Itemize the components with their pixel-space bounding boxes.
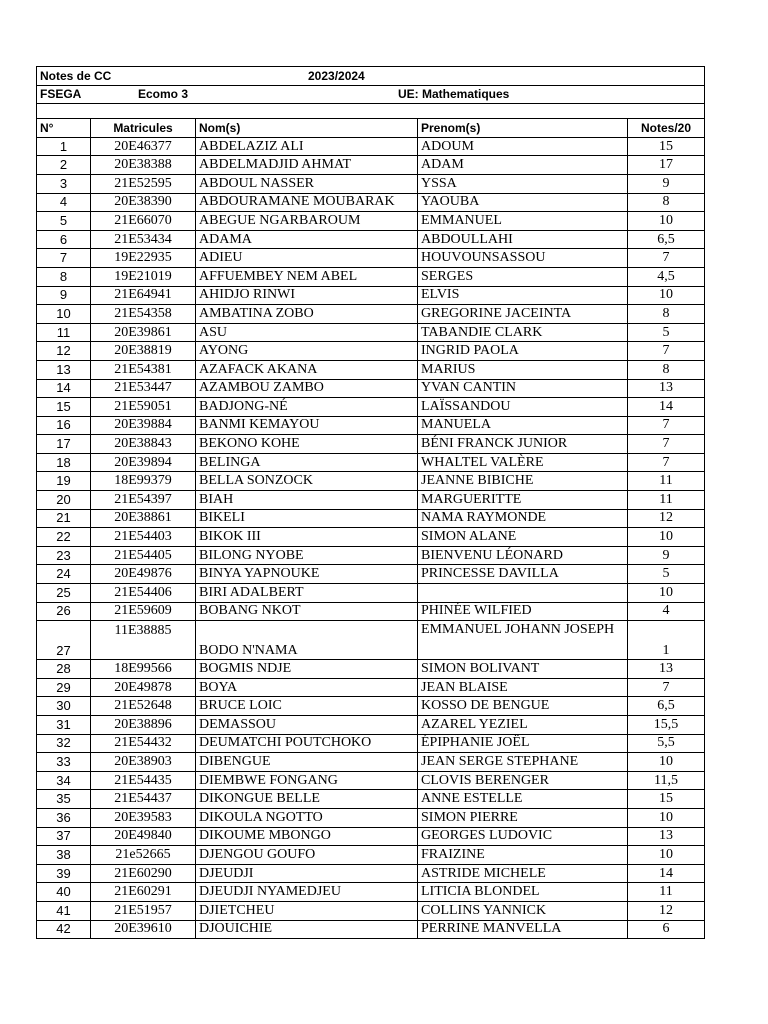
row-prenom: ADOUM: [418, 137, 628, 156]
row-nom: BEKONO KOHE: [196, 435, 418, 454]
row-prenom: MANUELA: [418, 416, 628, 435]
row-note: 8: [628, 305, 705, 324]
row-note: 12: [628, 509, 705, 528]
row-number: 14: [37, 379, 91, 398]
row-number: 9: [37, 286, 91, 305]
row-note: 14: [628, 398, 705, 417]
row-note: 11: [628, 883, 705, 902]
row-note: 8: [628, 360, 705, 379]
table-row: [37, 753, 705, 772]
row-note: 17: [628, 156, 705, 175]
row-note: 7: [628, 435, 705, 454]
table-row: [37, 342, 705, 361]
table-row: [37, 716, 705, 735]
row-number: 3: [37, 174, 91, 193]
row-number: 37: [37, 827, 91, 846]
row-note: 10: [628, 846, 705, 865]
row-nom: BANMI KEMAYOU: [196, 416, 418, 435]
row-number: 41: [37, 901, 91, 920]
row-matricule: 18E99379: [91, 472, 196, 491]
table-row: [37, 491, 705, 510]
row-note: 10: [628, 286, 705, 305]
table-row: [37, 528, 705, 547]
row-number: 29: [37, 678, 91, 697]
ue-label: UE: Mathematiques: [398, 87, 510, 102]
row-prenom: ÉPIPHANIE JOËL: [418, 734, 628, 753]
row-note: 15,5: [628, 716, 705, 735]
row-note: 7: [628, 249, 705, 268]
table-row: [37, 901, 705, 920]
row-nom: AFFUEMBEY NEM ABEL: [196, 267, 418, 286]
row-note: 8: [628, 193, 705, 212]
row-prenom: EMMANUEL JOHANN JOSEPH: [418, 621, 628, 660]
row-matricule: 21E54437: [91, 790, 196, 809]
row-note: 7: [628, 416, 705, 435]
row-number: 19: [37, 472, 91, 491]
sheet-title: Notes de CC: [40, 68, 112, 83]
row-number: 39: [37, 864, 91, 883]
row-prenom: EMMANUEL: [418, 212, 628, 231]
subtitle-row: [37, 85, 705, 104]
class-label: Ecomo 3: [138, 87, 189, 102]
row-nom: BODO N'NAMA: [196, 621, 418, 660]
table-row: [37, 323, 705, 342]
row-prenom: SIMON PIERRE: [418, 808, 628, 827]
row-nom: AHIDJO RINWI: [196, 286, 418, 305]
row-matricule: 21E51957: [91, 901, 196, 920]
row-note: 6,5: [628, 230, 705, 249]
row-nom: BIKOK III: [196, 528, 418, 547]
row-prenom: YSSA: [418, 174, 628, 193]
row-number: 42: [37, 920, 91, 939]
column-header-row: [37, 119, 705, 138]
row-prenom: INGRID PAOLA: [418, 342, 628, 361]
row-note: 4,5: [628, 267, 705, 286]
row-number: 22: [37, 528, 91, 547]
row-matricule: 21E54397: [91, 491, 196, 510]
table-row: [37, 379, 705, 398]
row-matricule: 21e52665: [91, 846, 196, 865]
row-number: 25: [37, 584, 91, 603]
row-nom: DJOUICHIE: [196, 920, 418, 939]
row-number: 28: [37, 660, 91, 679]
row-prenom: ELVIS: [418, 286, 628, 305]
row-matricule: 20E39861: [91, 323, 196, 342]
row-prenom: MARIUS: [418, 360, 628, 379]
row-matricule: 21E53434: [91, 230, 196, 249]
row-note: 13: [628, 379, 705, 398]
row-nom: DIEMBWE FONGANG: [196, 771, 418, 790]
row-number: 6: [37, 230, 91, 249]
row-note: 10: [628, 212, 705, 231]
row-nom: BIRI ADALBERT: [196, 584, 418, 603]
row-prenom: AZAREL YEZIEL: [418, 716, 628, 735]
row-prenom: KOSSO DE BENGUE: [418, 697, 628, 716]
row-nom: BADJONG-NÉ: [196, 398, 418, 417]
row-note: 11,5: [628, 771, 705, 790]
row-number: 1: [37, 137, 91, 156]
row-matricule: 20E39894: [91, 453, 196, 472]
row-number: 16: [37, 416, 91, 435]
row-number: 4: [37, 193, 91, 212]
row-prenom: ASTRIDE MICHELE: [418, 864, 628, 883]
row-matricule: 20E49876: [91, 565, 196, 584]
row-prenom: BÉNI FRANCK JUNIOR: [418, 435, 628, 454]
row-number: 35: [37, 790, 91, 809]
table-row: [37, 864, 705, 883]
row-matricule: 21E54405: [91, 546, 196, 565]
row-nom: BOYA: [196, 678, 418, 697]
row-matricule: 21E64941: [91, 286, 196, 305]
table-row: [37, 546, 705, 565]
table-row: [37, 453, 705, 472]
row-prenom: YVAN CANTIN: [418, 379, 628, 398]
row-number: 5: [37, 212, 91, 231]
row-prenom: JEAN BLAISE: [418, 678, 628, 697]
row-nom: BIAH: [196, 491, 418, 510]
row-matricule: 21E54381: [91, 360, 196, 379]
row-nom: ABEGUE NGARBAROUM: [196, 212, 418, 231]
row-note: 11: [628, 491, 705, 510]
row-nom: BELINGA: [196, 453, 418, 472]
row-prenom: LITICIA BLONDEL: [418, 883, 628, 902]
row-number: 32: [37, 734, 91, 753]
table-row: [37, 920, 705, 939]
row-nom: BILONG NYOBE: [196, 546, 418, 565]
table-row: [37, 286, 705, 305]
table-row: [37, 509, 705, 528]
row-prenom: JEAN SERGE STEPHANE: [418, 753, 628, 772]
row-nom: BOGMIS NDJE: [196, 660, 418, 679]
row-matricule: 21E53447: [91, 379, 196, 398]
academic-year: 2023/2024: [308, 68, 365, 83]
row-prenom: GEORGES LUDOVIC: [418, 827, 628, 846]
row-prenom: NAMA RAYMONDE: [418, 509, 628, 528]
table-row: [37, 602, 705, 621]
col-header-note: Notes/20: [628, 119, 705, 138]
row-note: 10: [628, 584, 705, 603]
row-prenom: TABANDIE CLARK: [418, 323, 628, 342]
table-row: [37, 435, 705, 454]
table-row: [37, 808, 705, 827]
row-note: 9: [628, 546, 705, 565]
row-note: 14: [628, 864, 705, 883]
row-number: 33: [37, 753, 91, 772]
row-prenom: SIMON ALANE: [418, 528, 628, 547]
row-note: 4: [628, 602, 705, 621]
table-row: [37, 790, 705, 809]
table-row: [37, 734, 705, 753]
row-note: 7: [628, 342, 705, 361]
row-number: 17: [37, 435, 91, 454]
row-prenom: YAOUBA: [418, 193, 628, 212]
row-number: 30: [37, 697, 91, 716]
row-note: 5: [628, 323, 705, 342]
table-row: [37, 230, 705, 249]
table-row: [37, 360, 705, 379]
row-note: 7: [628, 453, 705, 472]
row-prenom: PERRINE MANVELLA: [418, 920, 628, 939]
row-prenom: MARGUERITTE: [418, 491, 628, 510]
table-row: [37, 697, 705, 716]
table-row: [37, 137, 705, 156]
row-matricule: 21E60291: [91, 883, 196, 902]
row-note: 13: [628, 827, 705, 846]
row-note: 10: [628, 528, 705, 547]
row-matricule: 20E38861: [91, 509, 196, 528]
row-matricule: 20E39610: [91, 920, 196, 939]
row-prenom: SIMON BOLIVANT: [418, 660, 628, 679]
table-row: [37, 305, 705, 324]
row-matricule: 20E49878: [91, 678, 196, 697]
row-matricule: 21E60290: [91, 864, 196, 883]
row-nom: DIKONGUE BELLE: [196, 790, 418, 809]
row-matricule: 19E21019: [91, 267, 196, 286]
row-nom: DIKOUME MBONGO: [196, 827, 418, 846]
row-number: 26: [37, 602, 91, 621]
row-prenom: [418, 584, 628, 603]
row-matricule: 11E38885: [91, 621, 196, 660]
row-matricule: 20E39884: [91, 416, 196, 435]
row-nom: ABDOURAMANE MOUBARAK: [196, 193, 418, 212]
row-nom: ADIEU: [196, 249, 418, 268]
row-nom: ADAMA: [196, 230, 418, 249]
row-number: 8: [37, 267, 91, 286]
row-note: 7: [628, 678, 705, 697]
row-prenom: PHINÉE WILFIED: [418, 602, 628, 621]
row-number: 31: [37, 716, 91, 735]
row-nom: AZAMBOU ZAMBO: [196, 379, 418, 398]
table-row: [37, 565, 705, 584]
row-matricule: 21E54403: [91, 528, 196, 547]
table-row: [37, 883, 705, 902]
row-nom: DIKOULA NGOTTO: [196, 808, 418, 827]
row-number: 21: [37, 509, 91, 528]
row-matricule: 21E54358: [91, 305, 196, 324]
row-matricule: 21E59051: [91, 398, 196, 417]
row-nom: BRUCE LOIC: [196, 697, 418, 716]
row-prenom: PRINCESSE DAVILLA: [418, 565, 628, 584]
row-matricule: 20E38903: [91, 753, 196, 772]
row-matricule: 20E38843: [91, 435, 196, 454]
row-nom: ABDOUL NASSER: [196, 174, 418, 193]
row-number: 18: [37, 453, 91, 472]
row-nom: DJEUDJI NYAMEDJEU: [196, 883, 418, 902]
row-note: 15: [628, 790, 705, 809]
table-row: [37, 212, 705, 231]
row-matricule: 21E66070: [91, 212, 196, 231]
table-row: [37, 156, 705, 175]
row-matricule: 20E38390: [91, 193, 196, 212]
row-nom: DJIETCHEU: [196, 901, 418, 920]
row-note: 10: [628, 753, 705, 772]
row-matricule: 21E54435: [91, 771, 196, 790]
row-nom: BELLA SONZOCK: [196, 472, 418, 491]
col-header-prenom: Prenom(s): [418, 119, 628, 138]
table-row: [37, 660, 705, 679]
row-prenom: COLLINS YANNICK: [418, 901, 628, 920]
row-prenom: SERGES: [418, 267, 628, 286]
table-row: [37, 621, 705, 660]
row-prenom: GREGORINE JACEINTA: [418, 305, 628, 324]
row-number: 20: [37, 491, 91, 510]
table-row: [37, 174, 705, 193]
spacer-row: [37, 104, 705, 119]
row-nom: AZAFACK AKANA: [196, 360, 418, 379]
row-nom: ASU: [196, 323, 418, 342]
row-note: 1: [628, 621, 705, 660]
row-prenom: HOUVOUNSASSOU: [418, 249, 628, 268]
col-header-matricule: Matricules: [91, 119, 196, 138]
title-row: [37, 67, 705, 86]
row-note: 6,5: [628, 697, 705, 716]
row-nom: BOBANG NKOT: [196, 602, 418, 621]
row-number: 34: [37, 771, 91, 790]
row-number: 36: [37, 808, 91, 827]
row-note: 9: [628, 174, 705, 193]
row-number: 40: [37, 883, 91, 902]
table-row: [37, 678, 705, 697]
row-matricule: 20E39583: [91, 808, 196, 827]
table-row: [37, 249, 705, 268]
row-matricule: 21E52648: [91, 697, 196, 716]
row-prenom: ANNE ESTELLE: [418, 790, 628, 809]
row-nom: DEMASSOU: [196, 716, 418, 735]
row-number: 12: [37, 342, 91, 361]
row-number: 7: [37, 249, 91, 268]
row-prenom: FRAIZINE: [418, 846, 628, 865]
row-number: 15: [37, 398, 91, 417]
row-nom: AMBATINA ZOBO: [196, 305, 418, 324]
table-row: [37, 472, 705, 491]
table-row: [37, 416, 705, 435]
row-number: 10: [37, 305, 91, 324]
table-row: [37, 584, 705, 603]
row-nom: ABDELMADJID AHMAT: [196, 156, 418, 175]
row-matricule: 20E46377: [91, 137, 196, 156]
row-note: 12: [628, 901, 705, 920]
row-note: 11: [628, 472, 705, 491]
row-matricule: 21E52595: [91, 174, 196, 193]
row-nom: AYONG: [196, 342, 418, 361]
row-number: 23: [37, 546, 91, 565]
row-number: 13: [37, 360, 91, 379]
row-matricule: 20E38819: [91, 342, 196, 361]
row-nom: DEUMATCHI POUTCHOKO: [196, 734, 418, 753]
row-matricule: 21E59609: [91, 602, 196, 621]
row-nom: BINYA YAPNOUKE: [196, 565, 418, 584]
row-note: 15: [628, 137, 705, 156]
row-note: 10: [628, 808, 705, 827]
row-prenom: ABDOULLAHI: [418, 230, 628, 249]
col-header-number: N°: [37, 119, 91, 138]
row-number: 2: [37, 156, 91, 175]
col-header-nom: Nom(s): [196, 119, 418, 138]
row-note: 5,5: [628, 734, 705, 753]
row-matricule: 21E54406: [91, 584, 196, 603]
row-prenom: WHALTEL VALÈRE: [418, 453, 628, 472]
table-row: [37, 771, 705, 790]
row-matricule: 19E22935: [91, 249, 196, 268]
table-row: [37, 398, 705, 417]
table-row: [37, 827, 705, 846]
table-row: [37, 846, 705, 865]
row-prenom: JEANNE BIBICHE: [418, 472, 628, 491]
row-number: 38: [37, 846, 91, 865]
row-nom: DIBENGUE: [196, 753, 418, 772]
grades-table: [36, 66, 705, 939]
row-number: 11: [37, 323, 91, 342]
row-note: 5: [628, 565, 705, 584]
row-matricule: 20E49840: [91, 827, 196, 846]
row-number: 27: [37, 621, 91, 660]
row-note: 6: [628, 920, 705, 939]
faculty-label: FSEGA: [40, 87, 82, 102]
row-nom: ABDELAZIZ ALI: [196, 137, 418, 156]
row-matricule: 20E38388: [91, 156, 196, 175]
row-note: 13: [628, 660, 705, 679]
row-matricule: 20E38896: [91, 716, 196, 735]
row-nom: DJENGOU GOUFO: [196, 846, 418, 865]
row-nom: DJEUDJI: [196, 864, 418, 883]
row-prenom: ADAM: [418, 156, 628, 175]
table-row: [37, 193, 705, 212]
row-prenom: LAÏSSANDOU: [418, 398, 628, 417]
row-prenom: BIENVENU LÉONARD: [418, 546, 628, 565]
row-prenom: CLOVIS BERENGER: [418, 771, 628, 790]
table-row: [37, 267, 705, 286]
row-matricule: 21E54432: [91, 734, 196, 753]
row-number: 24: [37, 565, 91, 584]
row-matricule: 18E99566: [91, 660, 196, 679]
row-nom: BIKELI: [196, 509, 418, 528]
